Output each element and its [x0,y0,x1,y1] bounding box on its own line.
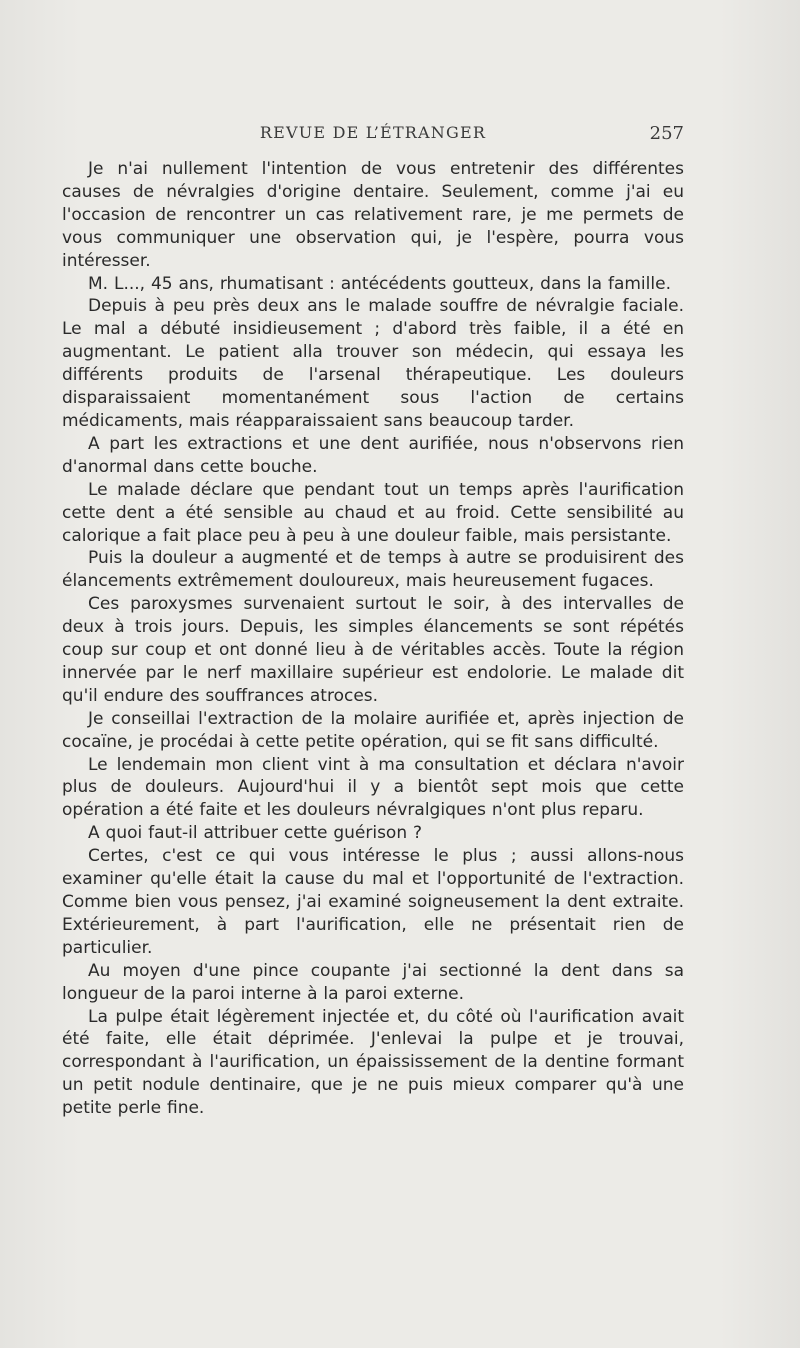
paragraph: Au moyen d'une pince coupante j'ai sectionné la dent dans sa longueur de la paroi interne à la paroi externe. [62,960,684,1004]
running-head [62,123,684,147]
paragraph: Depuis à peu près deux ans le malade souffre de névralgie faciale. Le mal a débuté insidieusement ; d'abord très faible, il a été en augmentant. Le patient alla trouver son médecin, qui essaya les différents produits de l'arsenal thérapeutique. Les douleurs disparaissaient momentanément sous l'action de certains médicaments, mais réapparaissaient sans beaucoup tarder. [62,296,684,431]
paragraph: Certes, c'est ce qui vous intéresse le plus ; aussi allons-nous examiner qu'elle était la cause du mal et l'opportunité de l'extraction. Comme bien vous pensez, j'ai examiné soigneusement la dent extraite. Extérieurement, à part l'aurification, elle ne présentait rien de particulier. [62,846,684,958]
paragraph: A quoi faut-il attribuer cette guérison ? [88,823,423,844]
paragraph: La pulpe était légèrement injectée et, du côté où l'aurification avait été faite, elle était déprimée. J'enlevai la pulpe et je trouvai, correspondant à l'aurification, un épaississement de la dentine formant un petit nodule dentinaire, que je ne puis mieux comparer qu'à une petite perle fine. [62,1006,684,1119]
paragraph: Le malade déclare que pendant tout un temps après l'aurification cette dent a été sensible au chaud et au froid. Cette sensibilité au calorique a fait place peu à peu à une douleur faible, mais persistante. [62,479,684,546]
page-number: 257 [649,123,684,144]
paragraph: Puis la douleur a augmenté et de temps à autre se produisirent des élancements extrêmement douloureux, mais heureusement fugaces. [62,548,684,592]
paragraph: Je conseillai l'extraction de la molaire aurifiée et, après injection de cocaïne, je procédai à cette petite opération, qui se fit sans difficulté. [62,708,684,752]
paragraph: Le lendemain mon client vint à ma consultation et déclara n'avoir plus de douleurs. Aujourd'hui il y a bientôt sept mois que cette opération a été faite et les douleurs névralgiques n'ont plus reparu. [62,754,684,821]
running-title: REVUE DE L’ÉTRANGER [259,123,487,142]
body-text [62,158,684,1120]
paragraph: M. L..., 45 ans, rhumatisant : antécédents goutteux, dans la famille. [88,273,671,294]
paragraph: A part les extractions et une dent aurifiée, nous n'observons rien d'anormal dans cette bouche. [62,433,684,477]
paragraph: Ces paroxysmes survenaient surtout le soir, à des intervalles de deux à trois jours. Depuis, les simples élancements se sont répétés coup sur coup et ont donné lieu à de véritables accès. Toute la région innervée par le nerf maxillaire supérieur est endolorie. Le malade dit qu'il endure des souffrances atroces. [62,594,684,706]
paragraph: Je n'ai nullement l'intention de vous entretenir des différentes causes de névralgies d'origine dentaire. Seulement, comme j'ai eu l'occasion de rencontrer un cas relativement rare, je me permets de vous communiquer une observation qui, je l'espère, pourra vous intéresser. [62,159,684,271]
